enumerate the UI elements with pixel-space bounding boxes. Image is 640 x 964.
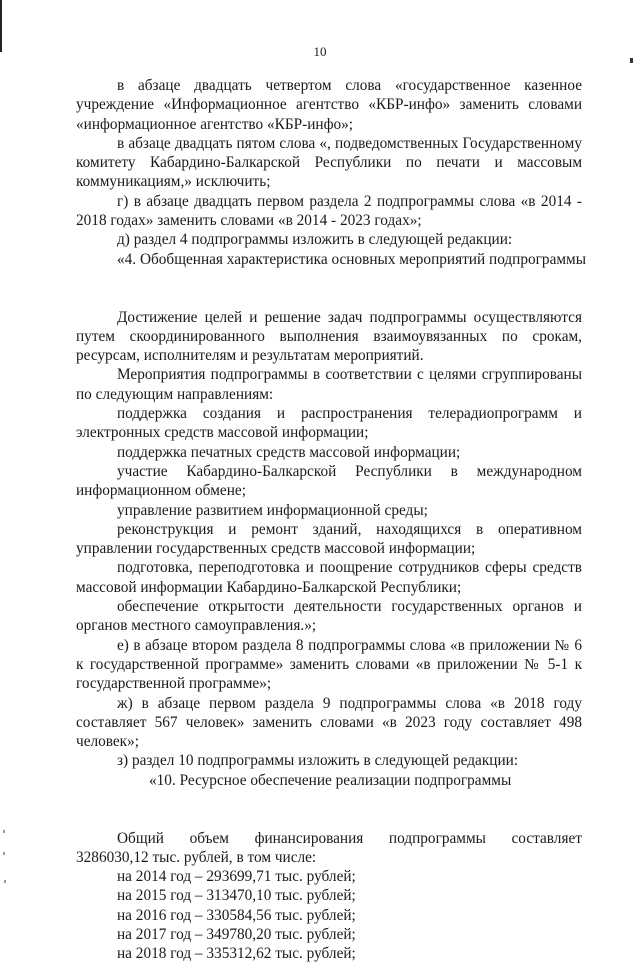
scan-speck (4, 880, 6, 883)
paragraph: г) в абзаце двадцать первом раздела 2 подпрограммы слова «в 2014 - 2018 годах» заменить словами «в 2014 - 2023 годах»; (76, 192, 582, 230)
word: объем (189, 829, 229, 847)
financing-year-item: на 2016 год – 330584,56 тыс. рублей; (117, 906, 356, 924)
word: Общий (117, 829, 164, 847)
financing-year-item: на 2018 год – 335312,62 тыс. рублей; (117, 945, 356, 963)
financing-total-amount: 3286030,12 тыс. рублей, в том числе: (76, 848, 317, 866)
paragraph: д) раздел 4 подпрограммы изложить в следующей редакции: (117, 231, 513, 249)
financing-total-line (76, 829, 582, 848)
financing-year-item: на 2017 год – 349780,20 тыс. рублей; (117, 926, 356, 944)
list-item: управление развитием информационной среды; (117, 501, 428, 519)
section-heading: «10. Ресурсное обеспечение реализации подпрограммы (149, 771, 512, 789)
financing-year-item: на 2014 год – 293699,71 тыс. рублей; (117, 868, 356, 886)
list-item: обеспечение открытости деятельности государственных органов и органов местного самоуправления.»; (76, 598, 582, 635)
paragraph: в абзаце двадцать четвертом слова «государственное казенное учреждение «Информационное агентство «КБР-инфо» заменить словами «информационное агентство «КБР-инфо»; (76, 77, 582, 133)
paragraph: ж) в абзаце первом раздела 9 подпрограммы слова «в 2018 году составляет 567 человек» заменить словами «в 2023 году составляет 498 человек»; (76, 694, 582, 751)
list-item: участие Кабардино-Балкарской Республики в международном информационном обмене; (76, 462, 582, 500)
scan-speck (3, 852, 5, 855)
paragraph: Мероприятия подпрограммы в соответствии с целями сгруппированы по следующим направлениям: (76, 366, 582, 403)
paragraph: Достижение целей и решение задач подпрограммы осуществляются путем скоординированного выполнения взаимоувязанных по срокам, ресурсам, исполнителям и результатам мероприятий. (76, 308, 582, 365)
word: финансирования (254, 829, 364, 847)
word: подпрограммы (388, 829, 486, 847)
scan-speck (3, 830, 5, 833)
document-body (76, 76, 587, 964)
financing-year-item: на 2015 год – 313470,10 тыс. рублей; (117, 887, 356, 905)
paragraph: в абзаце двадцать пятом слова «, подведомственных Государственному комитету Кабардино-Балкарской Республики по печати и массовым коммуникациям,» исключить; (76, 134, 582, 191)
list-item: подготовка, переподготовка и поощрение сотрудников сферы средств массовой информации Кабардино-Балкарской Республики; (76, 559, 582, 596)
paragraph: е) в абзаце втором раздела 8 подпрограммы слова «в приложении № 6 к государственной программе» заменить словами «в приложении № 5-1 к государственной программе»; (76, 636, 582, 693)
section-heading: «4. Обобщенная характеристика основных мероприятий подпрограммы (117, 250, 587, 268)
list-item: поддержка печатных средств массовой информации; (117, 443, 461, 461)
list-item: реконструкция и ремонт зданий, находящихся в оперативном управлении государственных средств массовой информации; (76, 520, 582, 558)
page-number: 10 (313, 44, 327, 59)
list-item: поддержка создания и распространения телерадиопрограмм и электронных средств массовой информации; (76, 405, 582, 442)
word: составляет (511, 829, 582, 847)
paragraph: з) раздел 10 подпрограммы изложить в следующей редакции: (117, 752, 519, 770)
